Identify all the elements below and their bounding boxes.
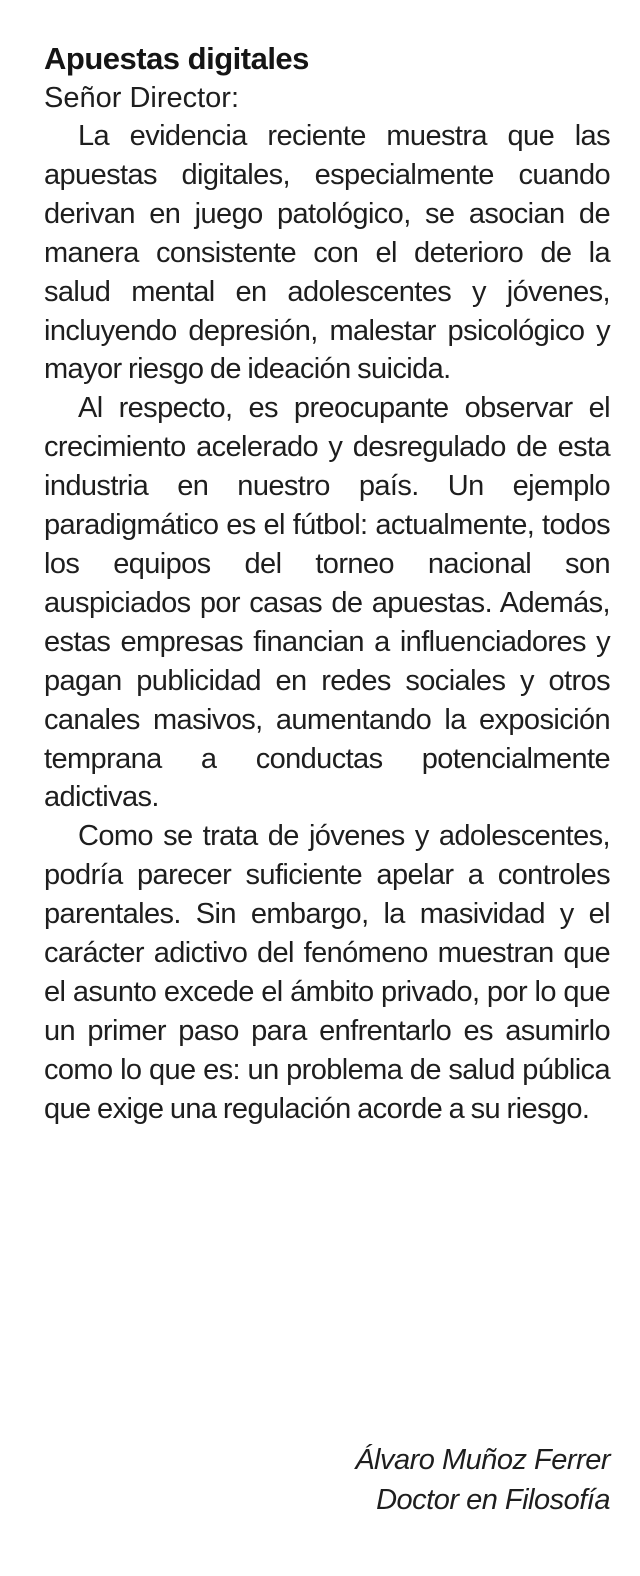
paragraph-3: Como se trata de jóvenes y adolescentes, podría parecer suficiente apelar a controles parentales. Sin embargo, la masividad y el carácter adictivo del fenómeno muestran que el asunto excede el ámbito privado, por lo que un primer paso para enfrentarlo es asumirlo como lo que es: un problema de salud pública que exige una regulación acorde a su riesgo.: [44, 820, 610, 1125]
author-title: Doctor en Filosofía: [376, 1484, 610, 1516]
letter-title: Apuestas digitales: [44, 41, 309, 76]
paragraph-2: Al respecto, es preocupante observar el crecimiento acelerado y desregulado de esta industria en nuestro país. Un ejemplo paradigmático es el fútbol: actualmente, todos los equipos del torneo nacional son auspiciados por casas de apuestas. Además, estas empresas financian a influenciadores y pagan publicidad en redes sociales y otros canales masivos, aumentando la exposición temprana a conductas potencialmente adictivas.: [44, 392, 610, 814]
author-name: Álvaro Muñoz Ferrer: [355, 1444, 610, 1476]
signature-block: [355, 1440, 610, 1520]
letter: [44, 38, 610, 1129]
paragraph-1: La evidencia reciente muestra que las apuestas digitales, especialmente cuando derivan en juego patológico, se asocian de manera consistente con el deterioro de la salud mental en adolescentes y jóvenes, incluyendo depresión, malestar psicológico y mayor riesgo de ideación suicida.: [44, 120, 610, 386]
salutation: Señor Director:: [44, 82, 240, 114]
